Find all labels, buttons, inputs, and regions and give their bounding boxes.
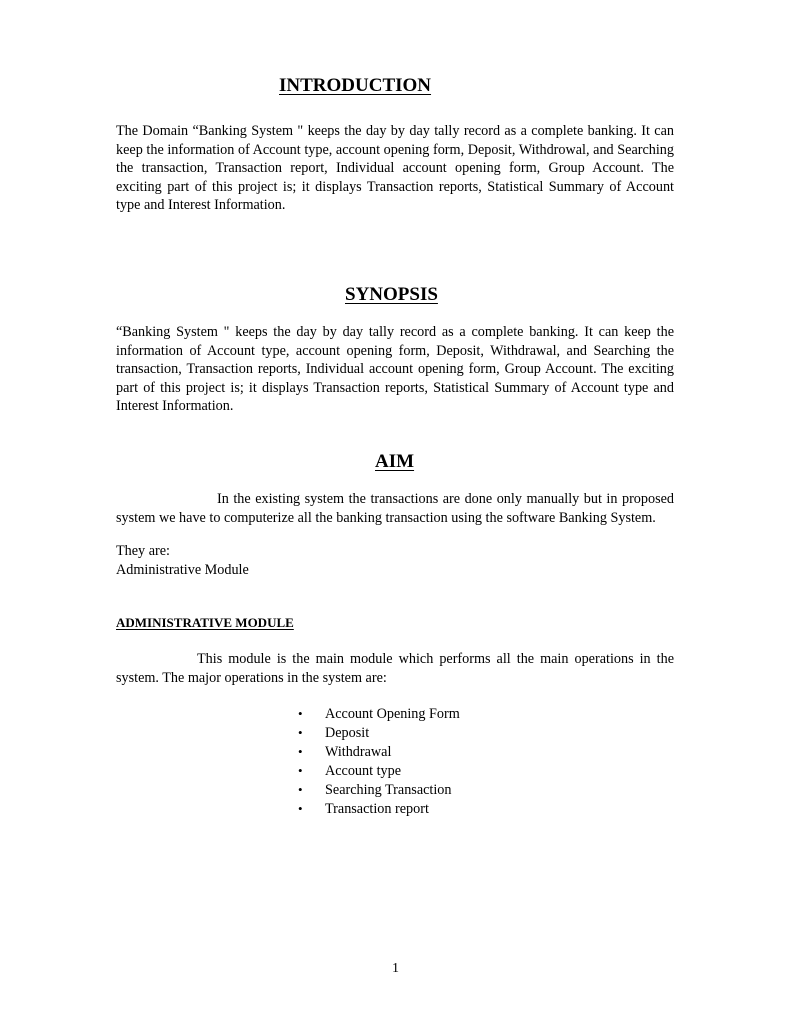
page-number: 1 xyxy=(392,961,399,976)
bullet-icon: • xyxy=(298,706,303,721)
aim-paragraph: In the existing system the transactions are done only manually but in proposed system we have to computerize all the banking transaction using the software Banking System. xyxy=(116,491,674,526)
list-item-label: Deposit xyxy=(325,725,370,742)
list-item-label: Searching Transaction xyxy=(325,782,452,799)
list-item xyxy=(298,799,460,818)
bullet-icon: • xyxy=(298,801,303,817)
aim-heading: AIM xyxy=(375,451,415,472)
bullet-icon: • xyxy=(298,782,303,798)
list-item-label: Account Opening Form xyxy=(325,706,460,722)
synopsis-heading: SYNOPSIS xyxy=(345,284,438,305)
administrative-module-paragraph: This module is the main module which performs all the main operations in the system. The major operations in the system are: xyxy=(116,651,674,686)
introduction-heading: INTRODUCTION xyxy=(279,75,432,96)
bullet-icon: • xyxy=(298,744,303,760)
list-item xyxy=(298,780,460,799)
bullet-icon: • xyxy=(298,763,303,779)
operations-list xyxy=(298,704,460,819)
list-item xyxy=(298,742,460,761)
list-item xyxy=(298,761,460,780)
list-item-label: Withdrawal xyxy=(325,744,392,761)
administrative-module-heading: ADMINISTRATIVE MODULE xyxy=(116,615,294,630)
list-item-label: Account type xyxy=(325,763,402,780)
list-item xyxy=(298,723,460,742)
synopsis-paragraph: “Banking System " keeps the day by day tally record as a complete banking. It can keep the information of Account type, account opening form, Deposit, Withdrawal, and Searching the transaction, Transaction reports, Individual account opening form, Group Account. The exciting part of this project is; it displays Transaction reports, Statistical Summary of Account type and Interest Information. xyxy=(116,324,674,415)
list-item xyxy=(298,704,460,723)
list-item-label: Transaction report xyxy=(325,801,429,818)
aim-they-are: They are: xyxy=(116,543,170,559)
introduction-paragraph: The Domain “Banking System " keeps the day by day tally record as a complete banking. It can keep the information of Account type, account opening form, Deposit, Withdrowal, and Searching the transaction, Transaction report, Individual account opening form, Group Account. The exciting part of this project is; it displays Transaction reports, Statistical Summary of Account type and Interest Information. xyxy=(116,123,674,214)
bullet-icon: • xyxy=(298,725,303,741)
aim-module-line: Administrative Module xyxy=(116,562,249,578)
